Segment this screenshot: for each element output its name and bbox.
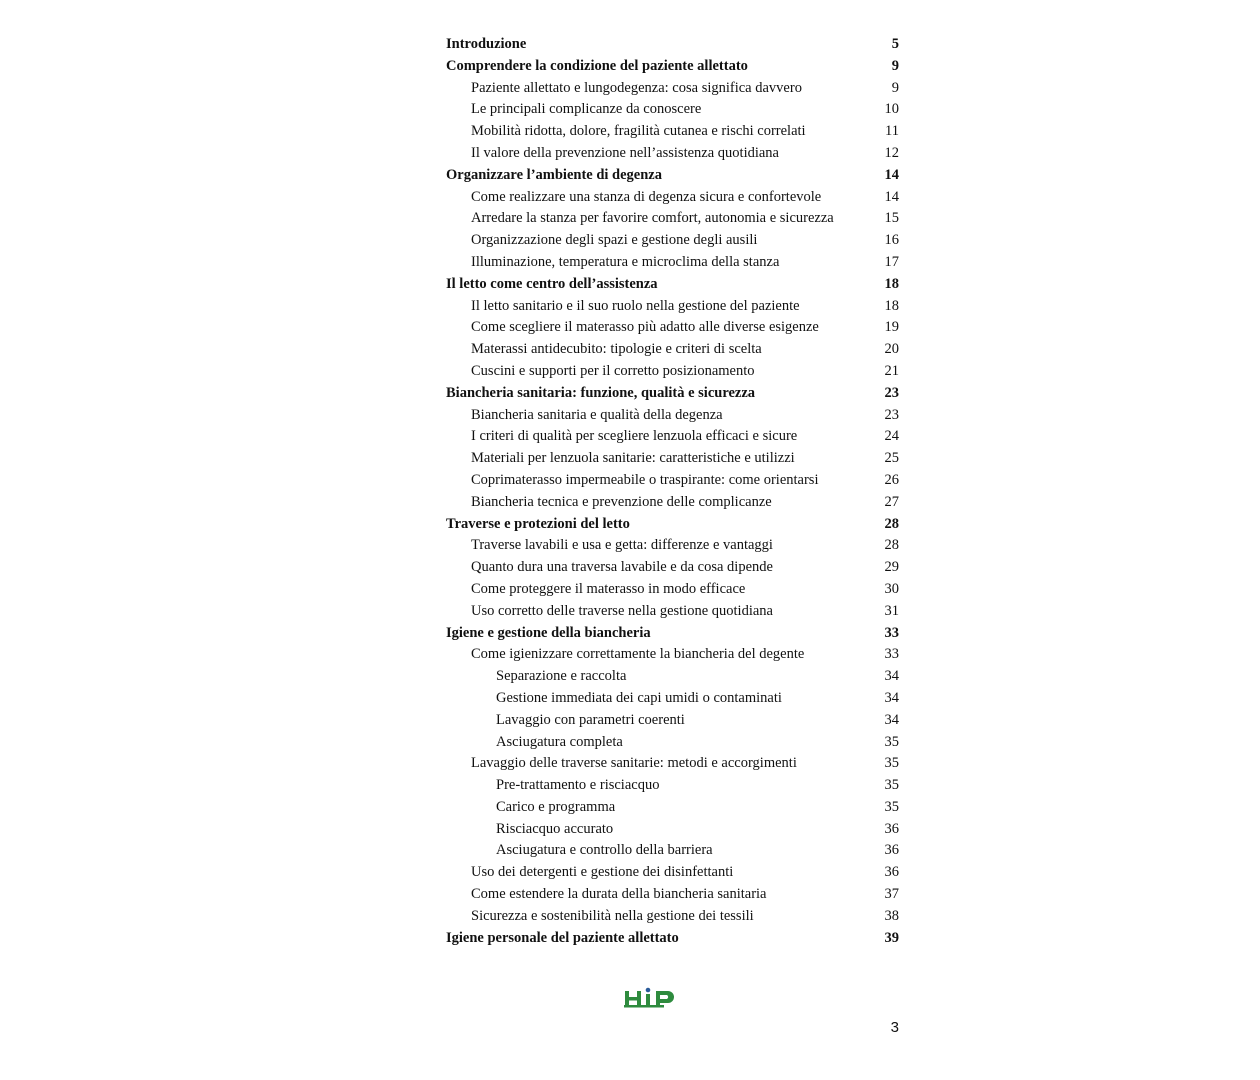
toc-entry-title: Carico e programma <box>496 798 616 815</box>
toc-section-row[interactable] <box>446 448 899 470</box>
toc-entry-title: Arredare la stanza per favorire comfort, autonomia e sicurezza <box>471 210 834 227</box>
toc-entry-title: Paziente allettato e lungodegenza: cosa significa davvero <box>471 79 802 96</box>
toc-subsection-row[interactable] <box>446 732 899 754</box>
toc-section-row[interactable] <box>446 753 899 775</box>
toc-entry-page: 36 <box>884 864 899 881</box>
toc-entry-page: 33 <box>884 646 899 663</box>
toc-entry-title: Materiali per lenzuola sanitarie: caratteristiche e utilizzi <box>471 450 795 467</box>
toc-entry-page: 36 <box>884 842 899 859</box>
toc-entry-page: 18 <box>884 275 899 292</box>
toc-section-row[interactable] <box>446 535 899 557</box>
toc-entry-title: Il letto come centro dell’assistenza <box>446 275 658 292</box>
toc-entry-title: Asciugatura completa <box>496 733 623 750</box>
toc-chapter-row[interactable] <box>446 56 899 78</box>
toc-section-row[interactable] <box>446 492 899 514</box>
toc-entry-title: Coprimaterasso impermeabile o traspirante: come orientarsi <box>471 471 819 488</box>
toc-entry-title: Mobilità ridotta, dolore, fragilità cutanea e rischi correlati <box>471 123 806 140</box>
toc-section-row[interactable] <box>446 470 899 492</box>
toc-entry-page: 10 <box>884 101 899 118</box>
toc-entry-page: 11 <box>885 123 899 140</box>
toc-entry-title: Igiene personale del paziente allettato <box>446 929 679 946</box>
toc-entry-page: 34 <box>884 689 899 706</box>
toc-section-row[interactable] <box>446 230 899 252</box>
toc-section-row[interactable] <box>446 339 899 361</box>
toc-entry-title: Organizzare l’ambiente di degenza <box>446 166 662 183</box>
toc-entry-title: Come proteggere il materasso in modo efficace <box>471 580 746 597</box>
toc-entry-page: 18 <box>884 297 899 314</box>
toc-section-row[interactable] <box>446 99 899 121</box>
toc-section-row[interactable] <box>446 252 899 274</box>
toc-entry-title: Separazione e raccolta <box>496 668 627 685</box>
toc-entry-page: 35 <box>884 798 899 815</box>
toc-entry-title: Come igienizzare correttamente la biancheria del degente <box>471 646 805 663</box>
toc-section-row[interactable] <box>446 906 899 928</box>
toc-entry-page: 34 <box>884 668 899 685</box>
toc-subsection-row[interactable] <box>446 797 899 819</box>
toc-entry-page: 27 <box>884 493 899 510</box>
toc-entry-page: 9 <box>891 79 899 96</box>
toc-entry-page: 15 <box>884 210 899 227</box>
toc-entry-page: 38 <box>884 907 899 924</box>
toc-entry-title: Sicurezza e sostenibilità nella gestione dei tessili <box>471 907 754 924</box>
toc-entry-page: 28 <box>884 515 899 532</box>
table-of-contents <box>446 34 899 949</box>
toc-entry-page: 26 <box>884 471 899 488</box>
toc-entry-page: 24 <box>884 428 899 445</box>
toc-chapter-row[interactable] <box>446 623 899 645</box>
toc-chapter-row[interactable] <box>446 34 899 56</box>
toc-entry-title: Comprendere la condizione del paziente allettato <box>446 57 748 74</box>
toc-chapter-row[interactable] <box>446 514 899 536</box>
toc-section-row[interactable] <box>446 121 899 143</box>
toc-entry-page: 16 <box>884 232 899 249</box>
toc-entry-title: Il valore della prevenzione nell’assistenza quotidiana <box>471 144 779 161</box>
toc-entry-title: Come estendere la durata della biancheria sanitaria <box>471 886 767 903</box>
toc-chapter-row[interactable] <box>446 383 899 405</box>
toc-entry-title: I criteri di qualità per scegliere lenzuola efficaci e sicure <box>471 428 798 445</box>
toc-entry-title: Cuscini e supporti per il corretto posizionamento <box>471 362 755 379</box>
toc-entry-page: 14 <box>884 188 899 205</box>
toc-entry-title: Uso corretto delle traverse nella gestione quotidiana <box>471 602 773 619</box>
toc-section-row[interactable] <box>446 78 899 100</box>
toc-chapter-row[interactable] <box>446 274 899 296</box>
toc-section-row[interactable] <box>446 143 899 165</box>
toc-entry-title: Pre-trattamento e risciacquo <box>496 777 660 794</box>
toc-entry-page: 17 <box>884 253 899 270</box>
toc-entry-page: 39 <box>884 929 899 946</box>
toc-entry-title: Biancheria sanitaria: funzione, qualità e sicurezza <box>446 384 756 401</box>
toc-entry-page: 5 <box>891 36 899 52</box>
toc-entry-page: 31 <box>884 602 899 619</box>
toc-entry-title: Gestione immediata dei capi umidi o contaminati <box>496 689 782 706</box>
toc-section-row[interactable] <box>446 644 899 666</box>
toc-entry-title: Biancheria tecnica e prevenzione delle complicanze <box>471 493 772 510</box>
toc-entry-page: 21 <box>884 362 899 379</box>
toc-subsection-row[interactable] <box>446 710 899 732</box>
toc-subsection-row[interactable] <box>446 819 899 841</box>
toc-section-row[interactable] <box>446 296 899 318</box>
toc-entry-title: Uso dei detergenti e gestione dei disinfettanti <box>471 864 734 881</box>
toc-entry-title: Introduzione <box>446 36 527 52</box>
toc-section-row[interactable] <box>446 405 899 427</box>
toc-section-row[interactable] <box>446 884 899 906</box>
toc-subsection-row[interactable] <box>446 775 899 797</box>
toc-entry-title: Materassi antidecubito: tipologie e criteri di scelta <box>471 341 762 358</box>
toc-entry-page: 36 <box>884 820 899 837</box>
toc-section-row[interactable] <box>446 361 899 383</box>
toc-section-row[interactable] <box>446 579 899 601</box>
toc-section-row[interactable] <box>446 187 899 209</box>
toc-section-row[interactable] <box>446 862 899 884</box>
toc-entry-title: Traverse lavabili e usa e getta: differenze e vantaggi <box>471 537 773 554</box>
toc-subsection-row[interactable] <box>446 666 899 688</box>
toc-section-row[interactable] <box>446 557 899 579</box>
toc-section-row[interactable] <box>446 426 899 448</box>
toc-entry-title: Illuminazione, temperatura e microclima della stanza <box>471 253 780 270</box>
toc-chapter-row[interactable] <box>446 928 899 950</box>
toc-entry-title: Le principali complicanze da conoscere <box>471 101 702 118</box>
toc-entry-page: 33 <box>884 624 899 641</box>
toc-entry-title: Igiene e gestione della biancheria <box>446 624 651 641</box>
toc-entry-page: 19 <box>884 319 899 336</box>
toc-entry-title: Quanto dura una traversa lavabile e da cosa dipende <box>471 559 773 576</box>
toc-entry-page: 23 <box>884 406 899 423</box>
toc-section-row[interactable] <box>446 208 899 230</box>
toc-subsection-row[interactable] <box>446 840 899 862</box>
toc-entry-title: Lavaggio delle traverse sanitarie: metodi e accorgimenti <box>471 755 797 772</box>
toc-entry-title: Come scegliere il materasso più adatto alle diverse esigenze <box>471 319 819 336</box>
toc-chapter-row[interactable] <box>446 165 899 187</box>
toc-entry-title: Risciacquo accurato <box>496 820 614 837</box>
hip-logo-icon <box>624 985 680 1009</box>
toc-entry-title: Asciugatura e controllo della barriera <box>496 842 713 859</box>
toc-entry-title: Lavaggio con parametri coerenti <box>496 711 685 728</box>
toc-entry-page: 35 <box>884 733 899 750</box>
toc-entry-page: 14 <box>884 166 899 183</box>
toc-entry-page: 28 <box>884 537 899 554</box>
toc-entry-page: 20 <box>884 341 899 358</box>
toc-entry-page: 12 <box>884 144 899 161</box>
toc-entry-page: 35 <box>884 777 899 794</box>
toc-entry-page: 25 <box>884 450 899 467</box>
toc-entry-title: Biancheria sanitaria e qualità della degenza <box>471 406 723 423</box>
toc-subsection-row[interactable] <box>446 688 899 710</box>
toc-entry-title: Traverse e protezioni del letto <box>446 515 630 532</box>
page-number: 3 <box>890 1019 899 1036</box>
toc-section-row[interactable] <box>446 601 899 623</box>
toc-entry-title: Organizzazione degli spazi e gestione degli ausili <box>471 232 758 249</box>
toc-entry-title: Come realizzare una stanza di degenza sicura e confortevole <box>471 188 822 205</box>
toc-entry-page: 23 <box>884 384 899 401</box>
toc-section-row[interactable] <box>446 317 899 339</box>
toc-entry-page: 37 <box>884 886 899 903</box>
toc-entry-page: 35 <box>884 755 899 772</box>
toc-entry-page: 34 <box>884 711 899 728</box>
toc-entry-page: 30 <box>884 580 899 597</box>
toc-entry-page: 29 <box>884 559 899 576</box>
toc-entry-title: Il letto sanitario e il suo ruolo nella gestione del paziente <box>471 297 800 314</box>
toc-entry-page: 9 <box>891 57 899 74</box>
